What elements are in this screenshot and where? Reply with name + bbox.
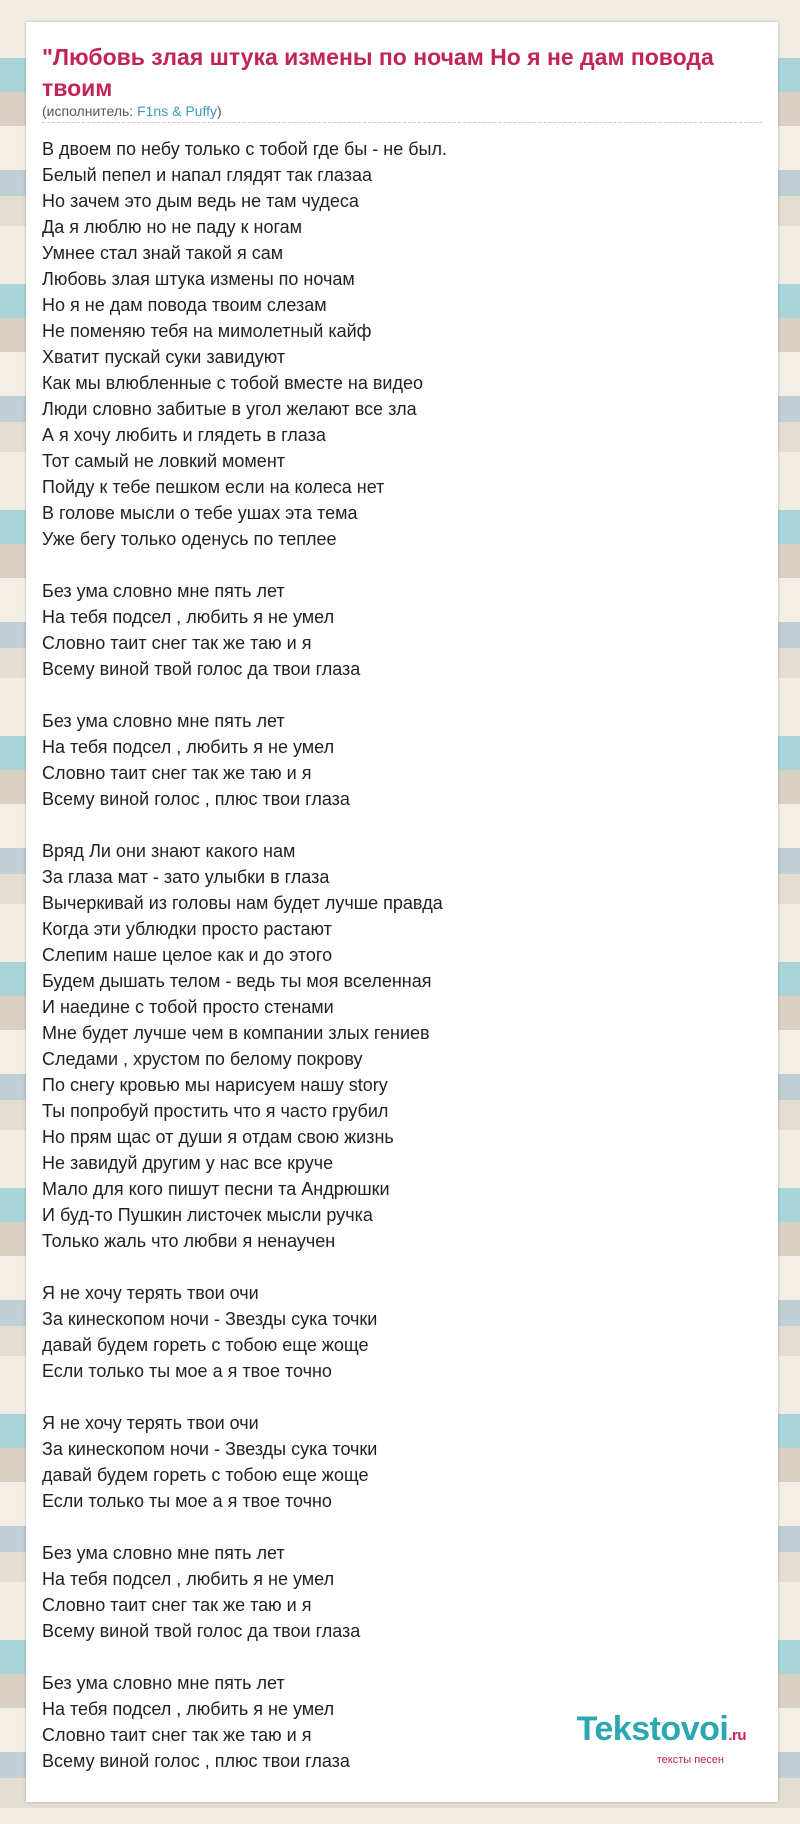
artist-prefix: (исполнитель:	[42, 103, 138, 119]
lyric-line: Не поменяю тебя на мимолетный кайф	[42, 321, 372, 341]
lyric-line: Я не хочу терять твои очи	[42, 1283, 259, 1303]
artist-line	[42, 102, 222, 120]
lyric-line: И наедине с тобой просто стенами	[42, 997, 334, 1017]
lyric-stanza	[42, 136, 762, 552]
artist-suffix: )	[217, 103, 222, 119]
lyric-line: Хватит пускай суки завидуют	[42, 347, 286, 367]
lyric-line: давай будем гореть с тобою еще жоще	[42, 1335, 369, 1355]
artist-link[interactable]: F1ns & Puffy	[137, 103, 217, 119]
lyric-line: Всему виной твой голос да твои глаза	[42, 659, 361, 679]
lyric-line: Без ума словно мне пять лет	[42, 1673, 285, 1693]
lyric-line: Белый пепел и напал глядят так глазаа	[42, 165, 373, 185]
logo-tagline: тексты песен	[656, 1754, 724, 1766]
lyric-line: Если только ты мое а я твое точно	[42, 1361, 332, 1381]
lyric-line: Ты попробуй простить что я часто грубил	[42, 1101, 389, 1121]
title-divider	[42, 122, 762, 123]
lyric-line: Словно таит снег так же таю и я	[42, 1725, 312, 1745]
lyric-line: Вряд Ли они знают какого нам	[42, 841, 296, 861]
lyric-line: Вычеркивай из головы нам будет лучше правда	[42, 893, 443, 913]
lyric-line: Всему виной твой голос да твои глаза	[42, 1621, 361, 1641]
lyric-line: Умнее стал знай такой я сам	[42, 243, 284, 263]
lyric-line: Да я люблю но не паду к ногам	[42, 217, 303, 237]
lyric-line: Словно таит снег так же таю и я	[42, 1595, 312, 1615]
lyric-line: Но я не дам повода твоим слезам	[42, 295, 327, 315]
lyric-line: За кинескопом ночи - Звезды сука точки	[42, 1309, 378, 1329]
lyric-line: За глаза мат - зато улыбки в глаза	[42, 867, 330, 887]
song-title: "Любовь злая штука измены по ночам Но я не дам повода твоим	[42, 44, 714, 101]
lyric-line: Без ума словно мне пять лет	[42, 1543, 285, 1563]
lyric-line: На тебя подсел , любить я не умел	[42, 607, 335, 627]
lyric-stanza	[42, 1280, 762, 1384]
lyric-stanza	[42, 578, 762, 682]
lyric-line: Без ума словно мне пять лет	[42, 581, 285, 601]
lyric-line: Только жаль что любви я ненаучен	[42, 1231, 336, 1251]
lyric-line: За кинескопом ночи - Звезды сука точки	[42, 1439, 378, 1459]
lyric-stanza	[42, 708, 762, 812]
lyric-line: Словно таит снег так же таю и я	[42, 633, 312, 653]
lyrics-body	[42, 136, 762, 1774]
lyric-line: В двоем по небу только с тобой где бы - не был.	[42, 139, 447, 159]
lyric-line: Всему виной голос , плюс твои глаза	[42, 1751, 350, 1771]
lyric-line: Следами , хрустом по белому покрову	[42, 1049, 363, 1069]
lyric-line: Любовь злая штука измены по ночам	[42, 269, 355, 289]
lyric-line: На тебя подсел , любить я не умел	[42, 1699, 335, 1719]
lyric-line: Но прям щас от души я отдам свою жизнь	[42, 1127, 394, 1147]
lyric-line: Не завидуй другим у нас все круче	[42, 1153, 334, 1173]
site-logo[interactable]	[577, 1711, 746, 1766]
lyric-line: Люди словно забитые в угол желают все зла	[42, 399, 417, 419]
lyric-line: Я не хочу терять твои очи	[42, 1413, 259, 1433]
lyric-line: В голове мысли о тебе ушах эта тема	[42, 503, 358, 523]
lyric-line: Уже бегу только оденусь по теплее	[42, 529, 337, 549]
lyric-line: Пойду к тебе пешком если на колеса нет	[42, 477, 385, 497]
lyric-line: Всему виной голос , плюс твои глаза	[42, 789, 350, 809]
lyric-line: давай будем гореть с тобою еще жоще	[42, 1465, 369, 1485]
lyric-stanza	[42, 838, 762, 1254]
lyric-line: И буд-то Пушкин листочек мысли ручка	[42, 1205, 373, 1225]
lyric-line: Когда эти ублюдки просто растают	[42, 919, 332, 939]
lyric-line: Мало для кого пишут песни та Андрюшки	[42, 1179, 390, 1199]
lyric-line: Без ума словно мне пять лет	[42, 711, 285, 731]
lyric-line: А я хочу любить и глядеть в глаза	[42, 425, 326, 445]
lyric-line: Тот самый не ловкий момент	[42, 451, 285, 471]
logo-tld: .ru	[728, 1727, 746, 1744]
lyric-line: Как мы влюбленные с тобой вместе на видео	[42, 373, 424, 393]
lyric-line: На тебя подсел , любить я не умел	[42, 1569, 335, 1589]
lyric-line: Будем дышать телом - ведь ты моя вселенная	[42, 971, 432, 991]
lyric-stanza	[42, 1410, 762, 1514]
lyric-line: Если только ты мое а я твое точно	[42, 1491, 332, 1511]
lyric-line: Но зачем это дым ведь не там чудеса	[42, 191, 359, 211]
lyric-stanza	[42, 1540, 762, 1644]
lyrics-card	[26, 22, 778, 1802]
lyric-line: Слепим наше целое как и до этого	[42, 945, 333, 965]
lyric-line: Мне будет лучше чем в компании злых гениев	[42, 1023, 430, 1043]
lyric-line: На тебя подсел , любить я не умел	[42, 737, 335, 757]
lyric-line: Словно таит снег так же таю и я	[42, 763, 312, 783]
logo-name: Tekstovoi	[576, 1710, 729, 1748]
lyric-line: По снегу кровью мы нарисуем нашу story	[42, 1075, 388, 1095]
